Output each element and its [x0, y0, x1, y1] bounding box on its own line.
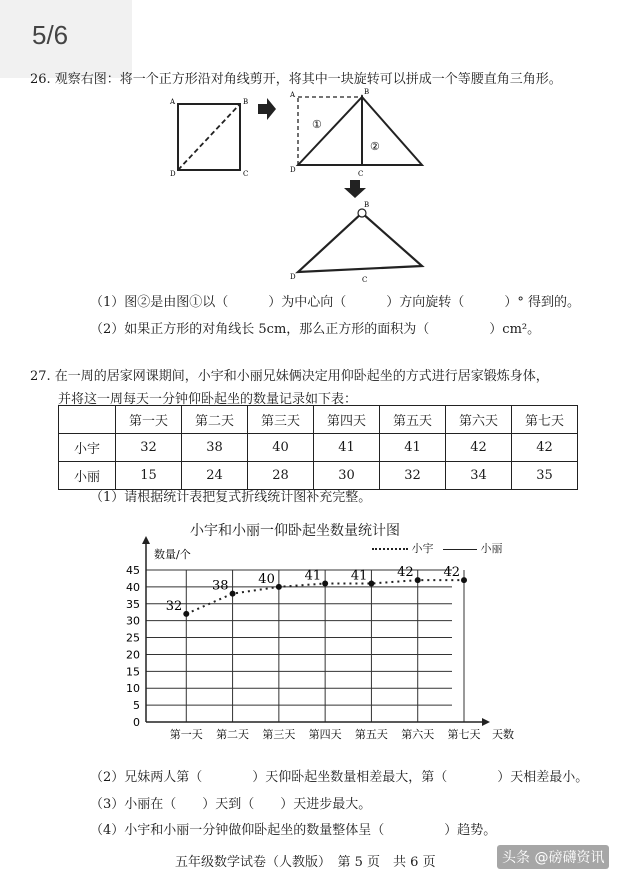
table-row-name: 小宇: [59, 434, 116, 462]
y-tick-label: 35: [126, 597, 140, 611]
table-cell: 42: [512, 434, 578, 462]
table-cell: 28: [248, 462, 314, 490]
q27-part4: （4）小宇和小丽一分钟做仰卧起坐的数量整体呈（ ）趋势。: [90, 823, 497, 838]
data-point: [415, 577, 421, 583]
data-label: 41: [350, 568, 368, 584]
table-cell: 40: [248, 434, 314, 462]
table-cell: 41: [314, 434, 380, 462]
q26-part1: （1）图②是由图①以（ ）为中心向（ ）方向旋转（ ）° 得到的。: [90, 295, 580, 310]
data-label: 32: [165, 598, 183, 614]
x-tick-label: 第七天: [447, 728, 481, 741]
x-axis-label: 天数: [492, 728, 514, 741]
y-tick-label: 15: [126, 665, 140, 679]
q27-header-line2: 并将这一周每天一分钟仰卧起坐的数量记录如下表：: [58, 392, 358, 407]
table-row-name: 小丽: [59, 462, 116, 490]
tri-label-c: C: [362, 276, 368, 284]
y-axis-arrow-icon: [142, 536, 150, 544]
data-label: 40: [258, 571, 275, 587]
tri-label-d: D: [290, 273, 296, 281]
x-tick-label: 第六天: [401, 728, 435, 741]
table-cell: 32: [380, 462, 446, 490]
x-tick-label: 第二天: [216, 728, 250, 741]
table-header-cell: 第六天: [446, 406, 512, 434]
data-point: [183, 611, 189, 617]
y-tick-label: 30: [126, 614, 140, 628]
x-tick-label: 第三天: [262, 728, 296, 741]
x-tick-label: 第五天: [354, 728, 388, 741]
table-cell: 30: [314, 462, 380, 490]
data-point: [461, 577, 467, 583]
table-cell: 42: [446, 434, 512, 462]
rot-label-c: C: [358, 170, 364, 178]
y-tick-label: 45: [126, 564, 140, 577]
y-axis-label: 数量/个: [154, 548, 191, 561]
table-cell: 35: [512, 462, 578, 490]
q27-part2: （2）兄妹两人第（ ）天仰卧起坐数量相差最大，第（ ）天相差最小。: [90, 770, 589, 785]
data-point: [322, 581, 328, 587]
page-footer: 五年级数学试卷（人教版） 第 5 页 共 6 页: [175, 855, 436, 870]
piece2-label: ②: [370, 140, 380, 153]
y-tick-label: 0: [133, 716, 140, 729]
table-header-cell: 第二天: [182, 406, 248, 434]
data-label: 42: [443, 565, 460, 581]
data-label: 41: [304, 568, 322, 584]
table-header-cell: 第四天: [314, 406, 380, 434]
table-cell: 32: [116, 434, 182, 462]
page-indicator-text: 5/6: [32, 20, 69, 50]
data-point: [276, 584, 282, 590]
data-label: 38: [212, 578, 229, 594]
y-tick-label: 20: [126, 648, 140, 662]
rot-label-b: B: [364, 88, 370, 96]
legend-label-xiaoli: 小丽: [480, 542, 503, 555]
q26-part2: （2）如果正方形的对角线长 5cm，那么正方形的面积为（ ）cm²。: [90, 322, 541, 337]
square-label-d: D: [170, 170, 176, 178]
piece1-label: ①: [312, 118, 322, 131]
rot-label-d: D: [290, 166, 296, 174]
table-header-cell: 第一天: [116, 406, 182, 434]
square-label-a: A: [170, 98, 176, 106]
y-tick-label: 5: [133, 699, 140, 713]
x-axis-arrow-icon: [482, 718, 490, 726]
x-tick-label: 第四天: [308, 728, 342, 741]
table-cell: 15: [116, 462, 182, 490]
q27-part3: （3）小丽在（ ）天到（ ）天进步最大。: [90, 797, 372, 812]
table-cell: 34: [446, 462, 512, 490]
chart-title: 小宇和小丽一仰卧起坐数量统计图: [190, 523, 400, 539]
data-label: 42: [397, 565, 414, 581]
y-tick-label: 40: [126, 580, 140, 594]
rot-label-a: A: [290, 91, 296, 99]
square-label-c: C: [243, 170, 249, 178]
table-header-cell: 第三天: [248, 406, 314, 434]
data-point: [368, 581, 374, 587]
y-tick-label: 25: [126, 631, 140, 645]
q27-header-line1: 27. 在一周的居家网课期间，小宇和小丽兄妹俩决定用仰卧起坐的方式进行居家锻炼身体，: [30, 369, 549, 384]
data-point: [230, 591, 236, 597]
legend-label-xiaoyu: 小宇: [411, 542, 434, 555]
tri-label-b: B: [364, 201, 370, 209]
watermark: 头条 @磅礴资讯: [497, 845, 609, 869]
table-cell: 38: [182, 434, 248, 462]
table-cell: 24: [182, 462, 248, 490]
q26-header: 26. 观察右图：将一个正方形沿对角线剪开，将其中一块旋转可以拼成一个等腰直角三角形。: [30, 72, 562, 87]
x-tick-label: 第一天: [169, 728, 203, 741]
table-header-cell: 第五天: [380, 406, 446, 434]
square-label-b: B: [243, 98, 249, 106]
table-header-cell: 第七天: [512, 406, 578, 434]
q27-part1: （1）请根据统计表把复式折线统计图补充完整。: [90, 490, 372, 505]
y-tick-label: 10: [126, 682, 140, 696]
table-cell: 41: [380, 434, 446, 462]
